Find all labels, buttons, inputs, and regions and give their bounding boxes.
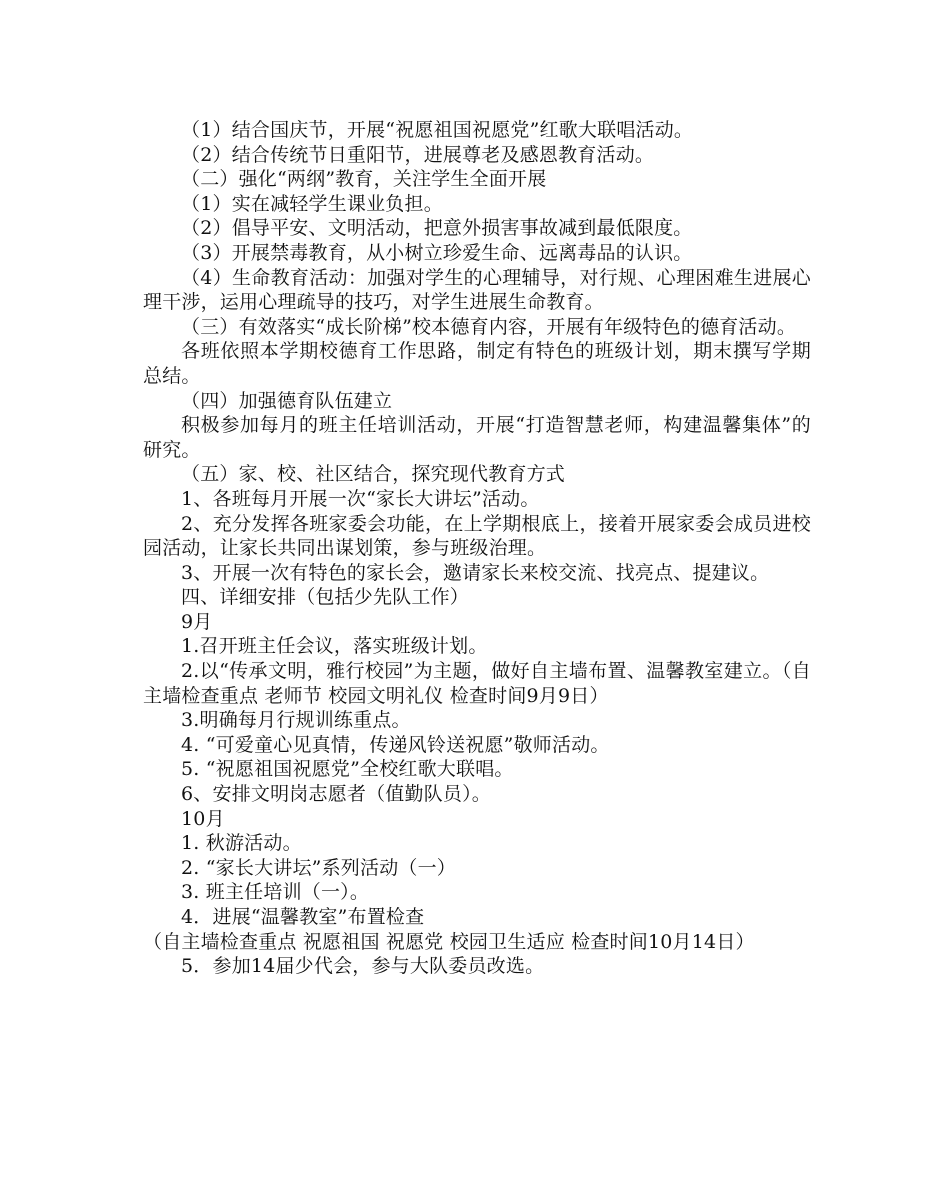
paragraph: （1）实在减轻学生课业负担。 <box>181 192 443 215</box>
month-heading: 9月 <box>181 610 213 633</box>
paragraph: 1、各班每月开展一次“家长大讲坛”活动。 <box>181 487 540 510</box>
section-heading: （四）加强德育队伍建立 <box>181 389 393 412</box>
list-item: 5. “祝愿祖国祝愿党”全校红歌大联唱。 <box>181 758 514 781</box>
section-heading: （三）有效落实“成长阶梯”校本德育内容，开展有年级特色的德育活动。 <box>181 315 797 338</box>
list-item: 2.以“传承文明，雅行校园”为主题，做好自主墙布置、温馨教室建立。（自主墙检查重点 老师节 校园文明礼仪 检查时间9月9日） <box>143 660 811 707</box>
section-heading: （二）强化“两纲”教育，关注学生全面开展 <box>181 168 547 191</box>
section-heading: 四、详细安排（包括少先队工作） <box>181 586 470 609</box>
list-item: 4. “可爱童心见真情，传递风铃送祝愿”敬师活动。 <box>181 733 610 756</box>
list-item: 4．进展“温馨教室”布置检查 <box>181 906 425 928</box>
paragraph: （2）倡导平安、文明活动，把意外损害事故减到最低限度。 <box>181 217 693 240</box>
paragraph: 3、开展一次有特色的家长会，邀请家长来校交流、找亮点、提建议。 <box>181 561 770 584</box>
list-item: 6、安排文明岗志愿者（值勤队员）。 <box>181 783 491 806</box>
paragraph: 积极参加每月的班主任培训活动，开展“打造智慧老师，构建温馨集体”的研究。 <box>143 414 811 461</box>
paragraph: 各班依照本学期校德育工作思路，制定有特色的班级计划，期末撰写学期总结。 <box>143 340 811 387</box>
paragraph: （3）开展禁毒教育，从小树立珍爱生命、远离毒品的认识。 <box>181 241 693 264</box>
list-item: 1. 秋游活动。 <box>181 832 302 855</box>
month-heading: 10月 <box>181 807 225 830</box>
list-item: 3. 班主任培训（一）。 <box>181 881 370 904</box>
list-item-note: （自主墙检查重点 祝愿祖国 祝愿党 校园卫生适应 检查时间10月14日） <box>143 930 755 953</box>
section-heading: （五）家、校、社区结合，探究现代教育方式 <box>181 463 566 486</box>
list-item: 1.召开班主任会议，落实班级计划。 <box>181 635 488 658</box>
document-body <box>143 118 811 979</box>
paragraph: 2、充分发挥各班家委会功能，在上学期根底上，接着开展家委会成员进校园活动，让家长共同出谋划策，参与班级治理。 <box>143 512 811 560</box>
paragraph: （4）生命教育活动：加强对学生的心理辅导，对行规、心理困难生进展心理干涉，运用心理疏导的技巧，对学生进展生命教育。 <box>143 266 811 314</box>
list-item: 5．参加14届少代会，参与大队委员改选。 <box>181 955 545 978</box>
list-item: 3.明确每月行规训练重点。 <box>181 709 411 732</box>
list-item: 2. “家长大讲坛”系列活动（一） <box>181 856 456 879</box>
paragraph: （2）结合传统节日重阳节，进展尊老及感恩教育活动。 <box>181 143 655 166</box>
paragraph: （1）结合国庆节，开展“祝愿祖国祝愿党”红歌大联唱活动。 <box>181 119 694 141</box>
